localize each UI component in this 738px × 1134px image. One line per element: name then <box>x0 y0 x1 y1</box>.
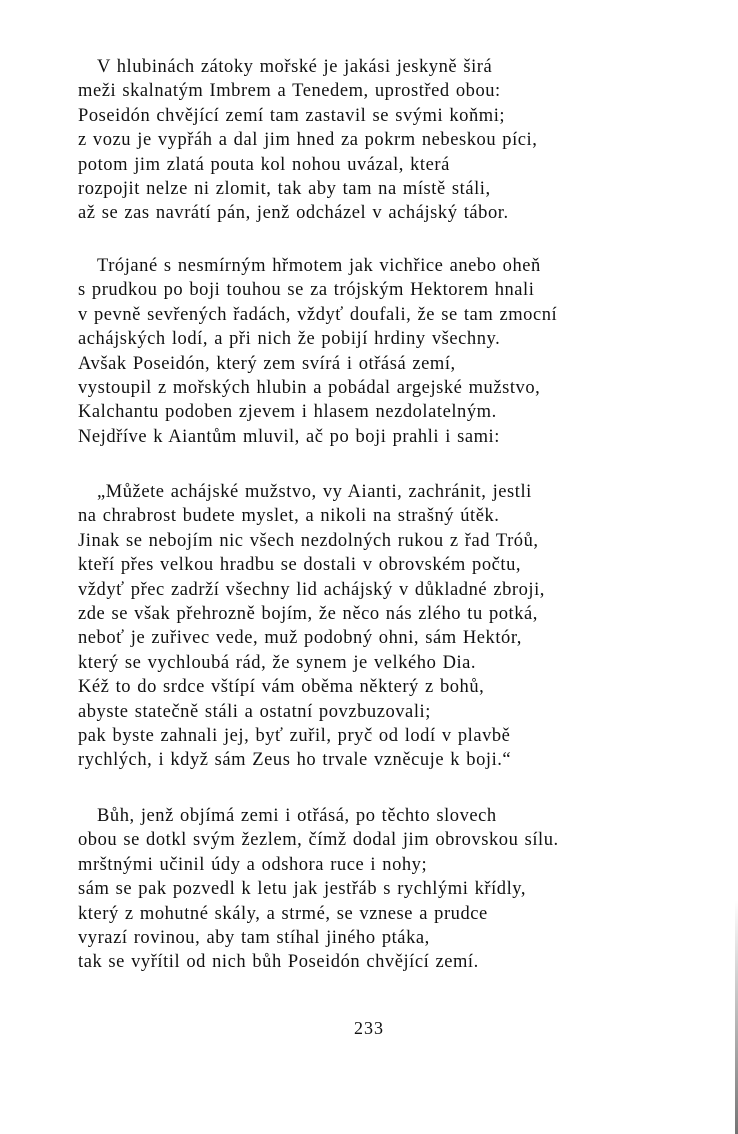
stanza-line: potom jim zlatá pouta kol nohou uvázal, která <box>78 154 450 175</box>
stanza-line: abyste statečně stáli a ostatní povzbuzovali; <box>78 701 431 722</box>
stanza-line: sám se pak pozvedl k letu jak jestřáb s rychlými křídly, <box>78 879 527 900</box>
stanza-line: achájských lodí, a při nich že pobijí hrdiny všechny. <box>78 329 501 350</box>
stanza-line: V hlubinách zátoky mořské je jakási jeskyně širá <box>97 57 493 77</box>
stanza-line: Avšak Poseidón, který zem svírá i otřásá zemí, <box>78 353 456 374</box>
stanza-line: Jinak se nebojím nic všech nezdolných rukou z řad Tróů, <box>78 530 539 551</box>
stanza-line: zde se však přehrozně bojím, že něco nás zlého tu potká, <box>78 603 538 624</box>
stanza-line: Kéž to do srdce vštípí vám oběma některý z bohů, <box>78 677 485 698</box>
stanza-line: až se zas navrátí pán, jenž odcházel v achájský tábor. <box>78 203 509 224</box>
stanza-line: vyrazí rovinou, aby tam stíhal jiného ptáka, <box>78 927 430 948</box>
stanza-line: z vozu je vypřáh a dal jim hned za pokrm nebeskou píci, <box>78 130 538 151</box>
stanza-line: vždyť přec zadrží všechny lid achájský v důkladné zbroji, <box>78 579 545 600</box>
stanza-line: Nejdříve k Aiantům mluvil, ač po boji prahli i sami: <box>78 426 500 447</box>
stanza-line: na chrabrost budete myslet, a nikoli na strašný útěk. <box>78 506 500 527</box>
stanza-line: kteří přes velkou hradbu se dostali v obrovském počtu, <box>78 555 522 576</box>
stanza-line: v pevně sevřených řadách, vždyť doufali, že se tam zmocní <box>78 304 558 325</box>
stanza-line: Kalchantu podoben zjevem i hlasem nezdolatelným. <box>78 402 497 423</box>
stanza-line: s prudkou po boji touhou se za trójským Hektorem hnali <box>78 280 535 301</box>
stanza-line: „Můžete achájské mužstvo, vy Aianti, zachránit, jestli <box>97 482 532 502</box>
stanza-line: vystoupil z mořských hlubin a pobádal argejské mužstvo, <box>78 377 541 398</box>
stanza-line: rozpojit nelze ni zlomit, tak aby tam na místě stáli, <box>78 178 491 199</box>
stanza-line: meži skalnatým Imbrem a Tenedem, uprostřed obou: <box>78 81 501 102</box>
stanza-line: Bůh, jenž objímá zemi i otřásá, po těchto slovech <box>97 806 497 826</box>
stanza-line: Trójané s nesmírným hřmotem jak vichřice anebo oheň <box>97 256 541 276</box>
stanza-1 <box>78 55 678 226</box>
stanza-line: obou se dotkl svým žezlem, čímž dodal jim obrovskou sílu. <box>78 830 559 851</box>
stanza-3 <box>78 480 678 773</box>
stanza-line: pak byste zahnali jej, byť zuřil, pryč od lodí v plavbě <box>78 725 511 746</box>
stanza-line: Poseidón chvějící zemí tam zastavil se svými koňmi; <box>78 105 506 126</box>
stanza-line: tak se vyřítil od nich bůh Poseidón chvějící zemí. <box>78 952 479 973</box>
page-number: 233 <box>354 1018 384 1038</box>
stanza-line: který z mohutné skály, a strmé, se vznese a prudce <box>78 903 488 924</box>
stanza-line: neboť je zuřivec vede, muž podobný ohni, sám Hektór, <box>78 628 522 649</box>
stanza-line: který se vychloubá rád, že synem je velkého Dia. <box>78 652 477 673</box>
stanza-line: mrštnými učinil údy a odshora ruce i nohy; <box>78 854 428 875</box>
stanza-line: rychlých, i když sám Zeus ho trvale vzněcuje k boji.“ <box>78 750 512 771</box>
stanza-2 <box>78 254 678 449</box>
stanza-4 <box>78 804 678 975</box>
